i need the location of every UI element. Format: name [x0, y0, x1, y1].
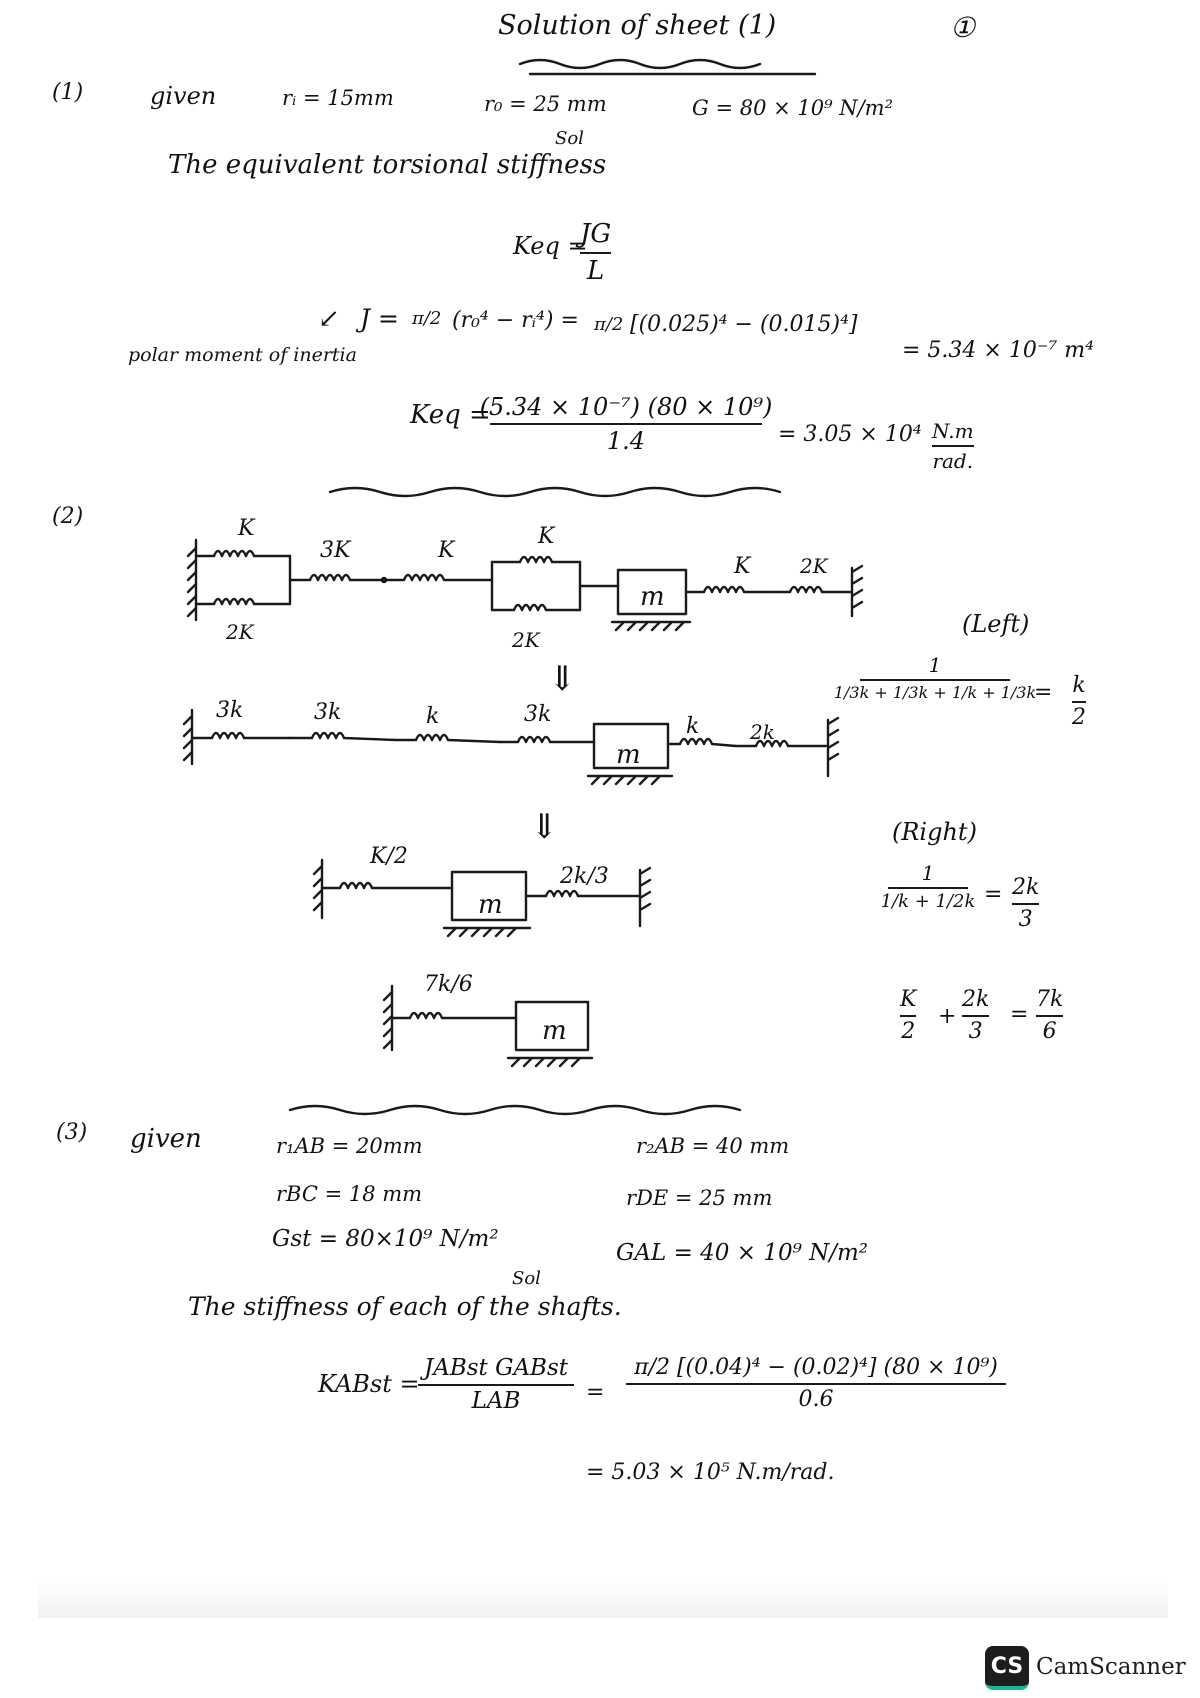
g-steel: Gst = 80×10⁹ N/m² [272, 1226, 499, 1252]
d1-label-2k-bot: 2K [226, 620, 254, 644]
scan-edge [38, 1580, 1168, 1618]
d2-mass-label: m [616, 740, 641, 770]
unit-denominator: rad. [932, 449, 974, 473]
separator-wavy [520, 60, 760, 68]
d2-label-s6: 2k [750, 720, 775, 744]
polar-moment-label: polar moment of inertia [128, 344, 357, 366]
outer-radius: r₀ = 25 mm [484, 92, 607, 116]
k-ab-lhs: KABst = [318, 1370, 420, 1398]
left-denominator: 1/3k + 1/3k + 1/k + 1/3k [833, 683, 1037, 702]
sol-label: Sol [555, 128, 584, 149]
keq2-numerator: (5.34 × 10⁻⁷) (80 × 10⁹) [479, 393, 773, 421]
j-expression-1: (r₀⁴ − rᵢ⁴) = [452, 308, 579, 333]
keq-numerator: JG [580, 219, 612, 249]
problem-1-label: (1) [52, 80, 84, 105]
left-equals: = [1034, 680, 1053, 705]
k-ab-denominator: LAB [471, 1388, 521, 1415]
d2-label-s3: k [426, 704, 440, 729]
keq2-lhs: Keq = [410, 400, 491, 430]
j-expression-2: [(0.025)⁴ − (0.015)⁴] [630, 312, 858, 337]
given-label: given [130, 1124, 202, 1154]
intro-text: The stiffness of each of the shafts. [188, 1292, 622, 1321]
keq-denominator: L [586, 255, 605, 286]
sum-b-den: 3 [968, 1019, 983, 1045]
unit-numerator: N.m [932, 419, 974, 443]
sum-c-den: 6 [1042, 1019, 1057, 1045]
g-aluminum: GAL = 40 × 10⁹ N/m² [616, 1240, 869, 1266]
left-result-den: 2 [1072, 705, 1086, 731]
arrow-down-icon: ⇓ [548, 659, 577, 699]
sum-c-num: 7k [1036, 987, 1064, 1012]
arrow-icon: ↙ [318, 304, 340, 334]
k-ab-numerator-2: π/2 [(0.04)⁴ − (0.02)⁴] (80 × 10⁹) [634, 1355, 998, 1380]
problem-2-label: (2) [52, 504, 84, 529]
problem-3-label: (3) [56, 1120, 88, 1145]
d3-label-left: K/2 [370, 844, 408, 869]
arrow-down-icon: ⇓ [530, 807, 559, 847]
right-result-num: 2k [1012, 875, 1040, 900]
j-lhs: J = [360, 304, 399, 333]
diagram-2-system [184, 710, 838, 784]
diagram-1-system [188, 540, 862, 630]
left-label: (Left) [962, 610, 1030, 638]
camscanner-name: CamScanner [1036, 1654, 1186, 1680]
right-label: (Right) [892, 818, 977, 846]
r1ab: r₁AB = 20mm [276, 1134, 423, 1158]
d1-label-k-top: K [238, 516, 255, 541]
keq2-denominator: 1.4 [606, 427, 646, 456]
d2-label-s2: 3k [314, 700, 342, 725]
d1-label-k-par-top: K [538, 524, 555, 549]
camscanner-logo: CS [985, 1646, 1029, 1690]
d1-mass-label: m [640, 582, 665, 612]
k-ab-result: = 5.03 × 10⁵ N.m/rad. [586, 1460, 835, 1485]
sum-equals: = [1010, 1002, 1029, 1027]
diagram-3-system [314, 860, 650, 936]
separator-wavy [330, 488, 780, 496]
k-ab-numerator: JABst GABst [423, 1355, 569, 1381]
keq-lhs: Keq = [513, 232, 588, 260]
rbc: rBC = 18 mm [276, 1182, 423, 1206]
d4-mass-label: m [542, 1016, 567, 1046]
d1-label-2k-r2: 2K [800, 554, 828, 578]
k-ab-equals: = [586, 1380, 605, 1405]
right-result-den: 3 [1018, 907, 1033, 933]
d1-label-k-r1: K [734, 554, 751, 579]
shear-modulus: G = 80 × 10⁹ N/m² [692, 96, 893, 120]
inner-radius: rᵢ = 15mm [282, 86, 394, 110]
keq2-result: = 3.05 × 10⁴ [778, 422, 922, 447]
sum-a-den: 2 [901, 1019, 916, 1045]
sol-label: Sol [512, 1268, 541, 1289]
right-equals: = [984, 882, 1003, 907]
right-denominator: 1/k + 1/2k [880, 891, 976, 912]
d2-label-s1: 3k [216, 698, 244, 723]
rde: rDE = 25 mm [626, 1186, 773, 1210]
sum-b-num: 2k [962, 987, 990, 1012]
separator-wavy [290, 1106, 740, 1114]
left-result-num: k [1072, 673, 1086, 698]
d2-label-s4: 3k [524, 702, 552, 727]
d4-spring-label: 7k/6 [424, 972, 473, 997]
intro-text: The equivalent torsional stiffness [168, 150, 607, 180]
d1-label-k-mid: K [438, 538, 455, 563]
left-numerator: 1 [928, 653, 942, 677]
j-pi-half: π/2 [412, 308, 442, 329]
sum-a-num: K [900, 987, 917, 1012]
given-label: given [150, 82, 217, 110]
k-ab-denominator-2: 0.6 [798, 1387, 834, 1413]
diagram-4-system [384, 986, 592, 1066]
page-title: Solution of sheet (1) [498, 10, 777, 41]
d1-label-2k-par-bot: 2K [512, 628, 540, 652]
d1-label-3k: 3K [320, 538, 351, 563]
j-pi-half-2: π/2 [594, 314, 624, 335]
right-numerator: 1 [921, 861, 935, 885]
d3-mass-label: m [478, 890, 503, 920]
d2-label-s5: k [686, 714, 700, 739]
d3-label-right: 2k/3 [560, 864, 609, 889]
j-result: = 5.34 × 10⁻⁷ m⁴ [902, 338, 1094, 363]
page-number: ① [950, 11, 976, 44]
r2ab: r₂AB = 40 mm [636, 1134, 790, 1158]
sum-plus: + [938, 1004, 957, 1029]
